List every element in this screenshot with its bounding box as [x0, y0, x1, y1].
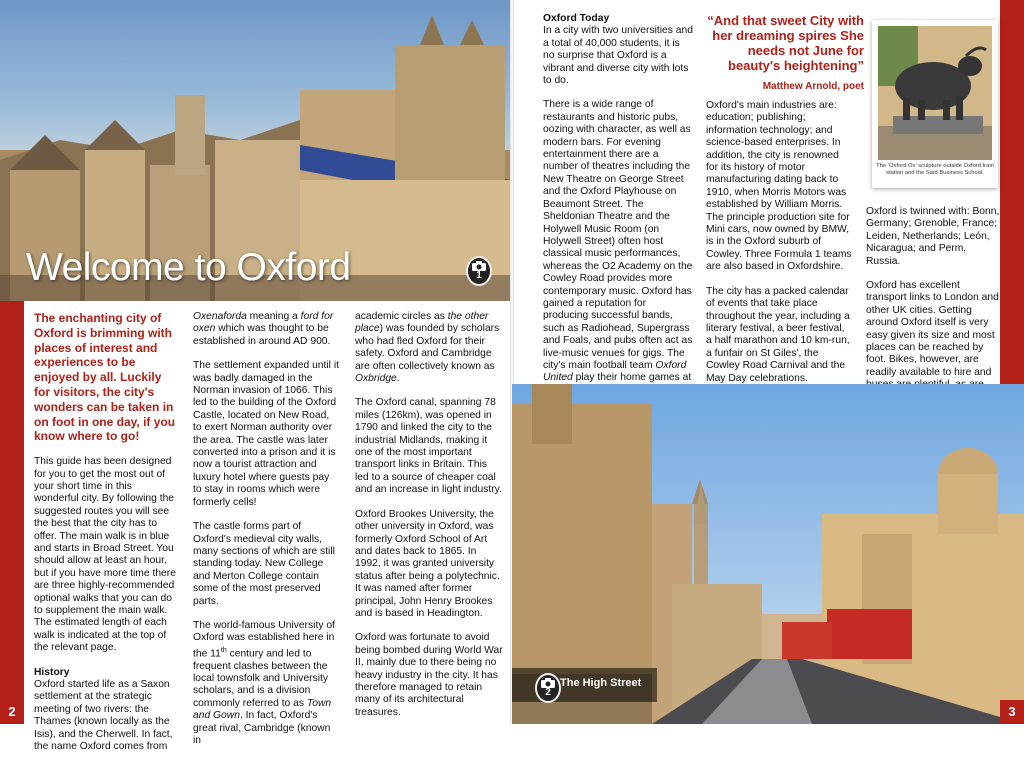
- ox-photo-caption: The ‘Oxford Ox’ sculpture outside Oxford train station and the Saïd Business School.: [876, 163, 994, 176]
- italic-term: the other place: [355, 311, 489, 335]
- walls-paragraph: The castle forms part of Oxford's medieval city walls, many sections of which are still standing today. New College and Merton College contain some of the most preserved parts.: [193, 521, 335, 607]
- column-2: [193, 311, 339, 759]
- photo-label: The High Street: [560, 677, 642, 689]
- guide-paragraph: This guide has been designed for you to get the most out of your short time in this wonderful city. By following the suggested routes you will see the best that the city has to offer. The main walk is in blue and starts in Broad Street. You should allow at least an hour, but if you have more time there are three highly-recommended optional walks that you can do to supplement the main walk. The estimated length of each walk is indicated at the top of the relevant page.: [34, 456, 176, 654]
- superscript: th: [220, 646, 227, 654]
- text-run: which was thought to be established in around AD 900.: [193, 323, 331, 347]
- entertainment-paragraph: [543, 99, 693, 409]
- page-number-left: 2: [0, 700, 24, 724]
- today-paragraph: In a city with two universities and a total of 40,000 students, it is no surprise that Oxford is a vibrant and diverse city with lots to do.: [543, 25, 693, 87]
- italic-term: Oxford United: [543, 359, 687, 384]
- oxford-today-heading: Oxford Today: [543, 13, 610, 24]
- photo-number: 1: [476, 270, 482, 281]
- photo-number: 2: [545, 687, 551, 698]
- wartime-paragraph: Oxford was fortunate to avoid being bombed during World War II, mainly due to there being no heavy industry in the city. It has therefore managed to retain many of its architectural treasures.: [355, 632, 503, 718]
- twinned-paragraph: Oxford is twinned with: Bonn, Germany; Grenoble, France; Leiden, Netherlands; León, Nicaragua; and Perm, Russia.: [866, 206, 1000, 267]
- oxford-skyline-photo: [0, 0, 512, 301]
- photo-marker-2: [535, 673, 561, 703]
- column-5: [706, 100, 852, 397]
- italic-term: Town and Gown: [193, 697, 332, 722]
- intro-text: The enchanting city of Oxford is brimming with places of interest and experiences to be enjoyed by all. Luckily for visitors, the city's wonders can be taken in on foot in one day, if you know where to go!: [34, 311, 176, 444]
- text-run: ) was founded by scholars who had fled Oxford for their safety. Oxford and Cambridge are often collectively known as: [355, 323, 500, 372]
- page-title: Welcome to Oxford: [26, 246, 351, 289]
- canal-paragraph: The Oxford canal, spanning 78 miles (126km), was opened in 1790 and linked the city to the industrial Midlands, making it one of the most important transport links in Britain. This led to a source of cheaper coal and an increase in light industry.: [355, 397, 502, 496]
- column-4: [543, 13, 693, 422]
- industry-paragraph: Oxford's main industries are: education; publishing; information technology; and science-based enterprises. In addition, the city is renowned for its history of motor manufacturing dating back to 1910, when Morris Motors was established by William Morris. The principle production site for Mini cars, now owned by BMW, is in the Oxford suburb of Cowley. Three Formula 1 teams are also based in Oxfordshire.: [706, 100, 852, 273]
- castle-paragraph: The settlement expanded until it was badly damaged in the Norman invasion of 1066. This led to the building of the Oxford Castle, located on New Road, to exert Norman authority over the area. The castle was later converted into a prison and it is now a tourist attraction and luxury hotel where guests pay to stay in rooms which were formerly cells!: [193, 360, 339, 508]
- ox-sculpture-illustration: [878, 26, 992, 160]
- ox-sculpture-image: [878, 26, 992, 160]
- brookes-paragraph: Oxford Brookes University, the other university in Oxford, was formerly Oxford School of Art and dates back to 1865. In 1992, it was granted university status after being a polytechnic. It was named after former principal, John Henry Brookes and is based in Headington.: [355, 508, 500, 619]
- text-run: play their home games at: [575, 372, 692, 384]
- transport-paragraph: Oxford has excellent transport links to London and other UK cities. Getting around Oxford itself is very easy given its size and most places can be reached by foot. Bikes, however, are readily available to hire and: [866, 280, 999, 378]
- text-run: century and led to frequent clashes between the local townsfolk and University scholars, and is a division commonly referred to as: [193, 648, 329, 709]
- text-run: The world-famous University of Oxford was established here in the 11: [193, 619, 335, 660]
- university-paragraph: [193, 620, 339, 747]
- oxford-ox-photo: [872, 20, 998, 188]
- quote-text: “And that sweet City with her dreaming spires She needs not June for beauty's heightening”: [707, 13, 864, 73]
- text-run: There is a wide range of restaurants and historic pubs, oozing with character, as well as modern bars. For evening entertainment there are a number of theatres including the New Theatre on George Street and the Oxford Playhouse on Beaumont Street. The Sheldonian Theatre and the Holywell Music Room (on Holywell Street) often host classical music performances, whereas the O2 Academy on the Cowley Road provides more contemporary music. Oxford has gained a reputation for producing successful bands, such as Radiohead, Supergrass and Foals, and pubs often act as live-music venues for gigs. The city's main football team: [543, 99, 693, 371]
- text-run: meaning a: [246, 311, 301, 322]
- page-number-right: 3: [1000, 700, 1024, 724]
- accent-bar-left: [0, 301, 24, 701]
- italic-term: ford for oxen: [193, 311, 334, 335]
- accent-bar-right: [1000, 0, 1024, 384]
- text-run: .: [396, 373, 400, 385]
- history-heading: History: [34, 666, 70, 678]
- column-3: [355, 311, 503, 731]
- column-1: [34, 311, 179, 754]
- quote-author: Matthew Arnold, poet: [762, 81, 864, 92]
- photo-marker-1: [466, 256, 492, 286]
- italic-term: Oxenaforda: [193, 311, 247, 322]
- left-page: [0, 0, 512, 753]
- pull-quote: [698, 13, 864, 94]
- italic-term: Oxbridge: [355, 373, 397, 385]
- events-paragraph: The city has a packed calendar of events that take place throughout the year, including a literary festival, a beer festival, a half marathon and 10 km-run, a funfair on St Giles', the Cowley Road Carnival and the May Day celebrations.: [706, 285, 850, 384]
- oxenaforda-paragraph: [193, 311, 339, 348]
- text-run: academic circles as: [355, 311, 448, 322]
- history-paragraph: Oxford started life as a Saxon settlement at the strategic meeting of two rivers: the Thames (known locally as the Isis), and the Cherwell. In fact, the name Oxford comes from: [34, 679, 173, 753]
- cambridge-paragraph: [355, 311, 503, 385]
- text-run: . In fact, Oxford's great rival, Cambridge (known in: [193, 710, 331, 747]
